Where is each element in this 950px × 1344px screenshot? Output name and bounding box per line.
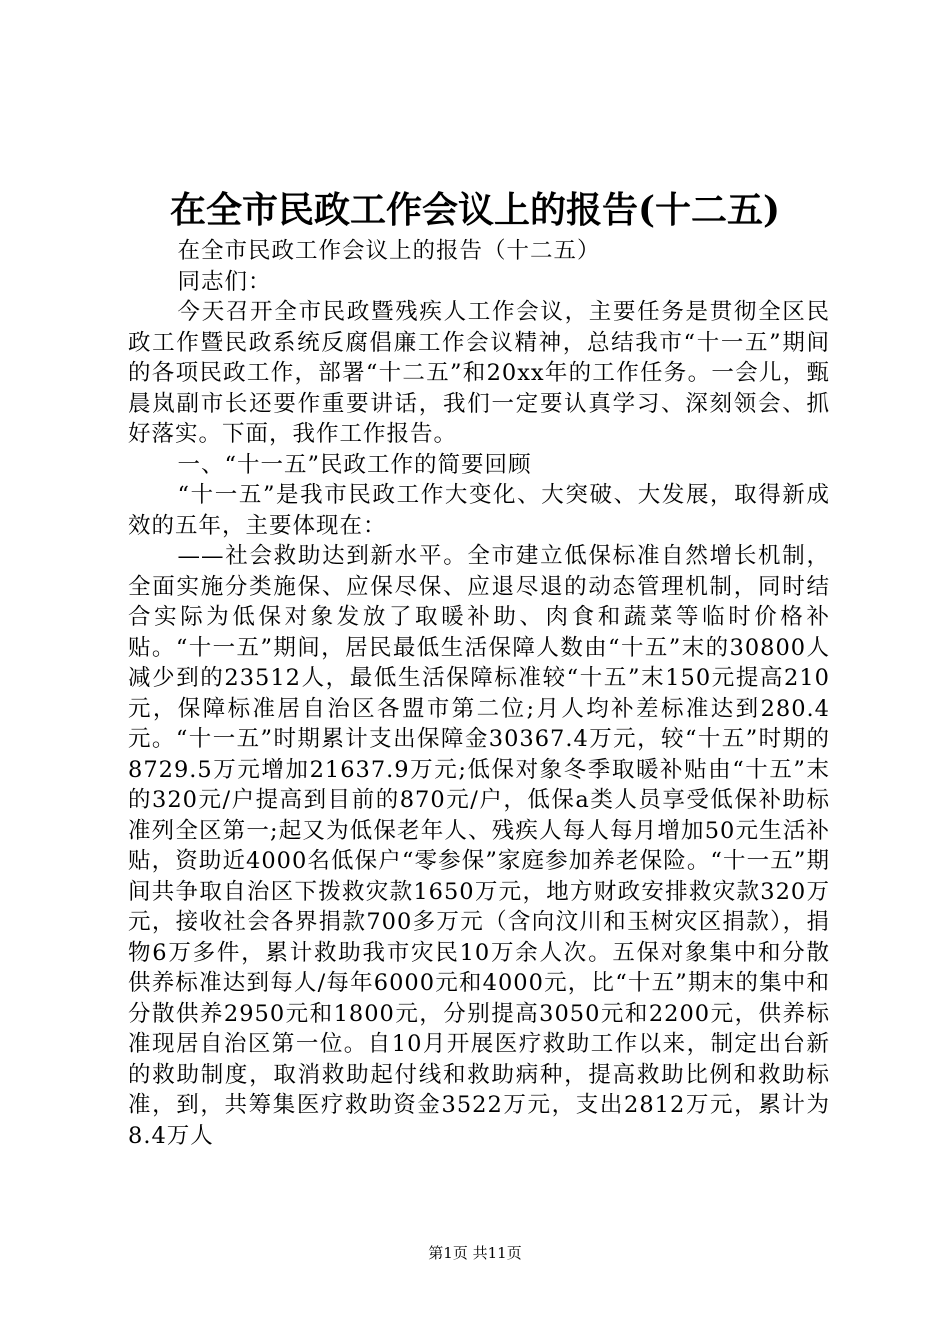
social-assistance-paragraph: ——社会救助达到新水平。全市建立低保标准自然增长机制，全面实施分类施保、应保尽保、应退尽退的动态管理机制，同时结合实际为低保对象发放了取暖补助、肉食和蔬菜等临时价格补贴。“十一五”期间，居民最低生活保障人数由“十五”末的30800人减少到的23512人，最低生活保障标准较“十五”末150元提高210元，保障标准居自治区各盟市第二位;月人均补差标准达到280.4元。“十一五”时期累计支出保障金30367.4万元，较“十五”时期的8729.5万元增加21637.9万元;低保对象冬季取暖补贴由“十五”末的320元/户提高到目前的870元/户，低保a类人员享受低保补助标准列全区第一;起又为低保老年人、残疾人每人每月增加50元生活补贴，资助近4000名低保户“零参保”家庭参加养老保险。“十一五”期间共争取自治区下拨救灾款1650万元，地方财政安排救灾款320万元，接收社会各界捐款700多万元（含向汶川和玉树灾区捐款），捐物6万多件，累计救助我市灾民10万余人次。五保对象集中和分散供养标准达到每人/每年6000元和4000元，比“十五”期末的集中和分散供养2950元和1800元，分别提高3050元和2200元，供养标准现居自治区第一位。自10月开展医疗救助工作以来，制定出台新的救助制度，取消救助起付线和救助病种，提高救助比例和救助标准，到，共筹集医疗救助资金3522万元，支出2812万元，累计为8.4万人 (128, 543, 830, 1149)
intro-paragraph: 今天召开全市民政暨残疾人工作会议，主要任务是贯彻全区民政工作暨民政系统反腐倡廉工作会议精神，总结我市“十一五”期间的各项民政工作，部署“十二五”和20xx年的工作任务。一会儿，甄晨岚副市长还要作重要讲话，我们一定要认真学习、深刻领会、抓好落实。下面，我作工作报告。 (128, 299, 830, 447)
document-body (128, 236, 830, 1151)
section-heading: 一、“十一五”民政工作的简要回顾 (177, 451, 532, 478)
subtitle-paragraph: 在全市民政工作会议上的报告（十二五） (177, 238, 601, 264)
salutation-paragraph: 同志们： (177, 268, 272, 295)
document-title: 在全市民政工作会议上的报告(十二五) (169, 189, 781, 231)
summary-paragraph: “十一五”是我市民政工作大变化、大突破、大发展，取得新成效的五年，主要体现在： (128, 482, 830, 539)
page-footer: 第1页 共11页 (428, 1244, 522, 1262)
